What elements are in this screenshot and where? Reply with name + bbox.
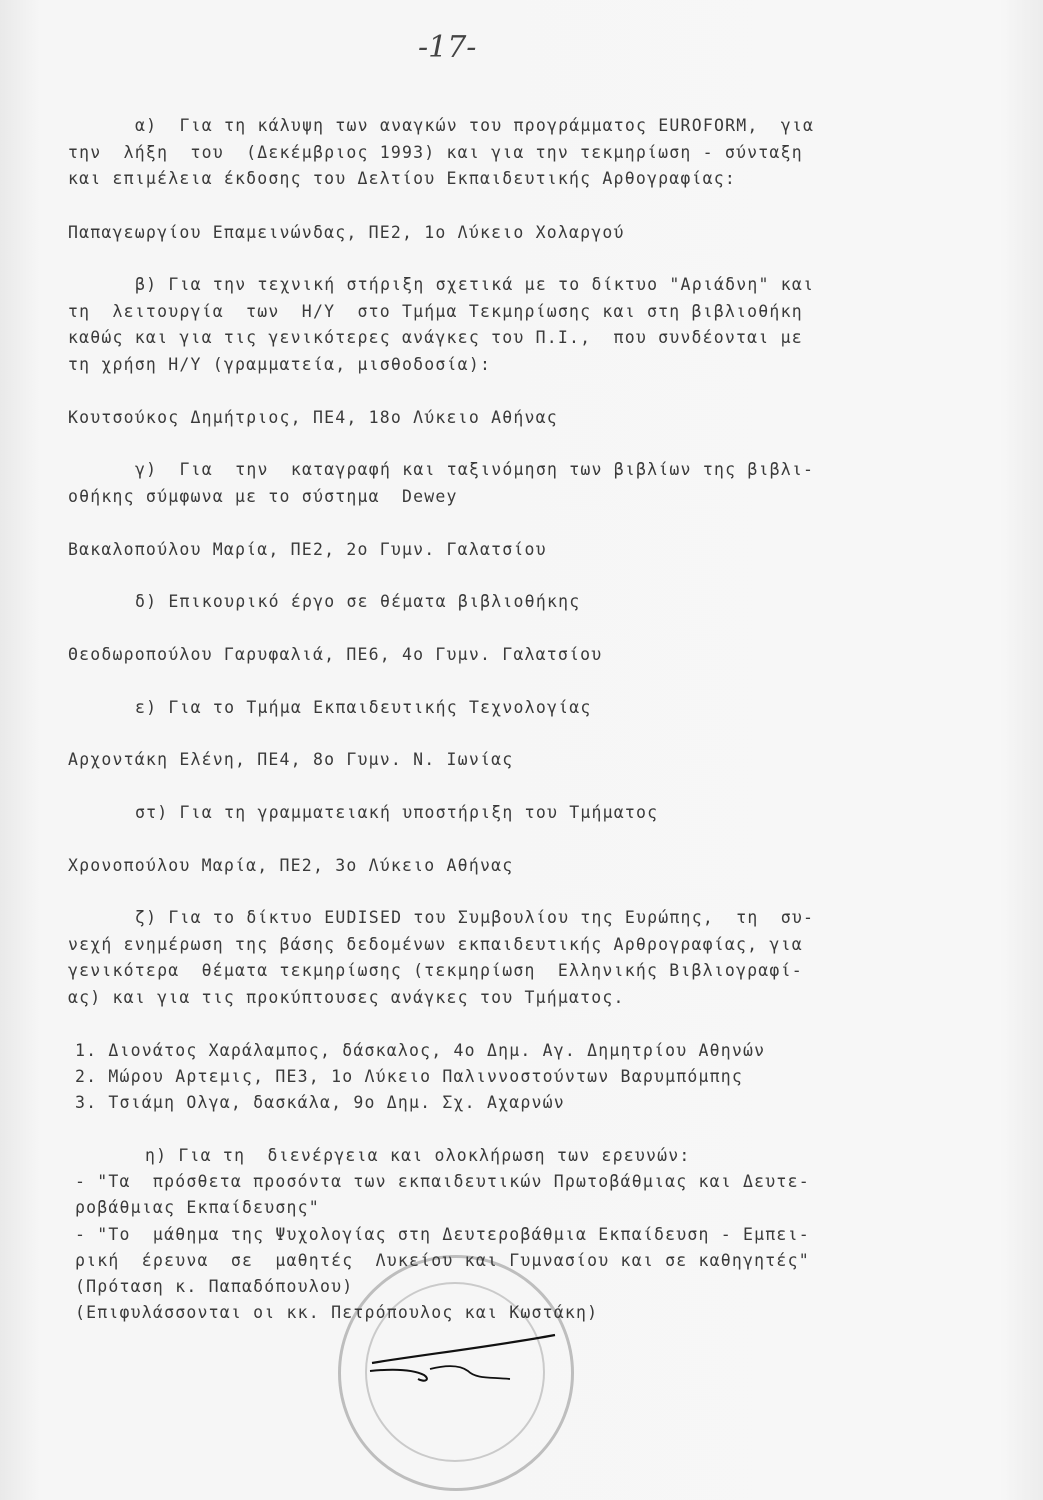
paragraph-b-line-2: τη λειτουργία των Η/Υ στο Τμήμα Τεκμηρίωσης και στη βιβλιοθήκη — [68, 302, 803, 321]
paragraph-z-line-4: ας) και για τις προκύπτουσες ανάγκες του Τμήματος. — [68, 988, 625, 1007]
paragraph-c-line-1: γ) Για την καταγραφή και ταξινόμηση των βιβλίων της βιβλι- — [135, 460, 815, 479]
assignee-e: Αρχοντάκη Ελένη, ΠΕ4, 8ο Γυμν. Ν. Ιωνίας — [68, 750, 514, 769]
paragraph-c-line-2: οθήκης σύμφωνα με το σύστημα Dewey — [68, 487, 458, 506]
paragraph-z-line-2: νεχή ενημέρωση της βάσης δεδομένων εκπαιδευτικής Αρθρογραφίας, για — [68, 935, 803, 954]
research-2-line-2: ρική έρευνα σε μαθητές Λυκείου και Γυμνασίου και σε καθηγητές" — [75, 1251, 810, 1270]
list-item-1: 1. Διονάτος Χαράλαμπος, δάσκαλος, 4ο Δημ. Αγ. Δημητρίου Αθηνών — [75, 1041, 766, 1060]
paragraph-b-line-1: β) Για την τεχνική στήριξη σχετικά με το δίκτυο "Αριάδνη" και — [135, 275, 815, 294]
assignee-st: Χρονοπούλου Μαρία, ΠΕ2, 3ο Λύκειο Αθήνας — [68, 856, 514, 875]
paragraph-i-line-1: η) Για τη διενέργεια και ολοκλήρωση των ερευνών: — [145, 1146, 691, 1165]
reservation-note: (Επιφυλάσσονται οι κκ. Πετρόπουλος και Κωστάκη) — [75, 1303, 599, 1322]
page-number: -17- — [418, 30, 477, 65]
paragraph-e: ε) Για το Τμήμα Εκπαιδευτικής Τεχνολογίας — [135, 698, 592, 717]
paragraph-st: στ) Για τη γραμματειακή υποστήριξη του Τμήματος — [135, 803, 659, 822]
signature — [360, 1325, 580, 1395]
list-item-2: 2. Μώρου Αρτεμις, ΠΕ3, 1ο Λύκειο Παλιννοστούντων Βαρυμπόμπης — [75, 1067, 744, 1086]
assignee-d: Θεοδωροπούλου Γαρυφαλιά, ΠΕ6, 4ο Γυμν. Γαλατσίου — [68, 645, 603, 664]
assignee-a: Παπαγεωργίου Επαμεινώνδας, ΠΕ2, 1ο Λύκειο Χολαργού — [68, 223, 625, 242]
research-1-line-1: - "Τα πρόσθετα προσόντα των εκπαιδευτικών Πρωτοβάθμιας και Δευτε- — [75, 1172, 810, 1191]
proposal-note: (Πρόταση κ. Παπαδόπουλου) — [75, 1277, 354, 1296]
paragraph-z-line-1: ζ) Για το δίκτυο EUDISED του Συμβουλίου της Ευρώπης, τη συ- — [135, 908, 815, 927]
research-1-line-2: ροβάθμιας Εκπαίδευσης" — [75, 1198, 320, 1217]
assignee-b: Κουτσούκος Δημήτριος, ΠΕ4, 18ο Λύκειο Αθήνας — [68, 408, 558, 427]
paragraph-d: δ) Επικουρικό έργο σε θέματα βιβλιοθήκης — [135, 592, 581, 611]
research-2-line-1: - "Το μάθημα της Ψυχολογίας στη Δευτεροβάθμια Εκπαίδευση - Εμπει- — [75, 1225, 810, 1244]
paragraph-b-line-3: καθώς και για τις γενικότερες ανάγκες του Π.Ι., που συνδέονται με — [68, 328, 803, 347]
paragraph-a-line-1: α) Για τη κάλυψη των αναγκών του προγράμματος EUROFORM, για — [135, 116, 815, 135]
paragraph-a-line-2: την λήξη του (Δεκέμβριος 1993) και για την τεκμηρίωση - σύνταξη — [68, 143, 803, 162]
paragraph-z-line-3: γενικότερα θέματα τεκμηρίωσης (τεκμηρίωση Ελληνικής Βιβλιογραφί- — [68, 961, 803, 980]
list-item-3: 3. Τσιάμη Ολγα, δασκάλα, 9ο Δημ. Σχ. Αχαρνών — [75, 1093, 565, 1112]
paragraph-a-line-3: και επιμέλεια έκδοσης του Δελτίου Εκπαιδευτικής Αρθογραφίας: — [68, 169, 737, 188]
assignee-c: Βακαλοπούλου Μαρία, ΠΕ2, 2ο Γυμν. Γαλατσίου — [68, 540, 547, 559]
paragraph-b-line-4: τη χρήση Η/Υ (γραμματεία, μισθοδοσία): — [68, 355, 492, 374]
